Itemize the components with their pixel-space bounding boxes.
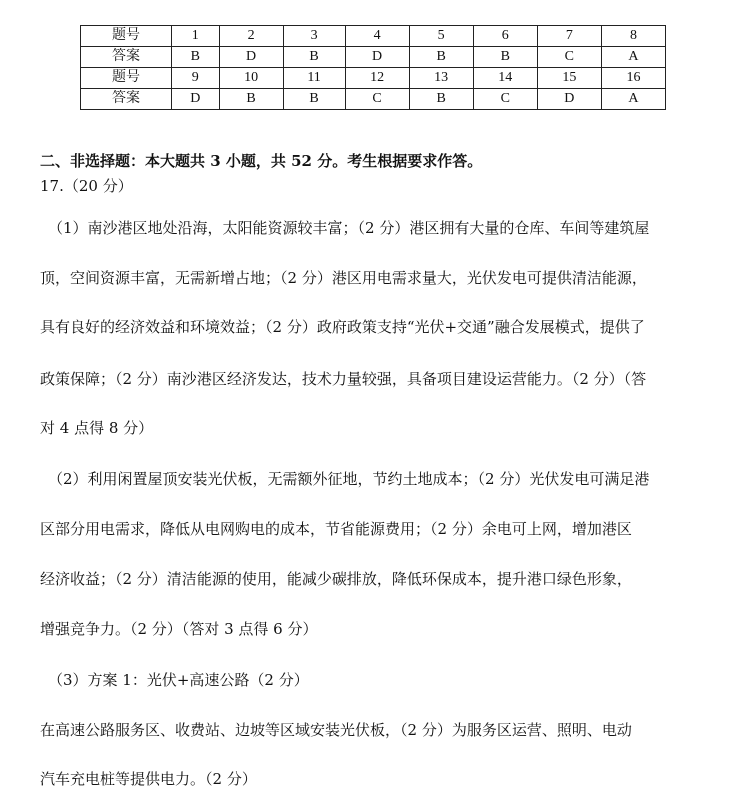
table-cell: B xyxy=(172,47,220,68)
table-cell: C xyxy=(345,89,409,110)
table-cell: 7 xyxy=(537,26,601,47)
table-cell: B xyxy=(283,89,345,110)
table-cell: 14 xyxy=(473,68,537,89)
row-label: 答案 xyxy=(81,47,172,68)
table-cell: C xyxy=(473,89,537,110)
table-cell: B xyxy=(473,47,537,68)
table-row xyxy=(81,89,666,110)
table-cell: D xyxy=(537,89,601,110)
answer-line: 对 4 点得 8 分） xyxy=(40,419,154,437)
answer-line: （3）方案 1：光伏+高速公路（2 分） xyxy=(48,671,309,689)
table-row xyxy=(81,26,666,47)
answer-line: （1）南沙港区地处沿海，太阳能资源较丰富；（2 分）港区拥有大量的仓库、车间等建筑屋 xyxy=(48,219,650,237)
table-cell: D xyxy=(345,47,409,68)
table-cell: 4 xyxy=(345,26,409,47)
table-cell: 1 xyxy=(172,26,220,47)
table-cell: D xyxy=(172,89,220,110)
answer-line: 增强竞争力。（2 分）（答对 3 点得 6 分） xyxy=(40,620,318,638)
row-label: 题号 xyxy=(81,68,172,89)
table-cell: B xyxy=(219,89,283,110)
table-cell: 11 xyxy=(283,68,345,89)
table-cell: A xyxy=(601,47,665,68)
table-cell: B xyxy=(283,47,345,68)
table-cell: C xyxy=(537,47,601,68)
table-cell: 15 xyxy=(537,68,601,89)
table-cell: B xyxy=(409,47,473,68)
table-cell: 8 xyxy=(601,26,665,47)
table-cell: 5 xyxy=(409,26,473,47)
row-label: 题号 xyxy=(81,26,172,47)
table-cell: D xyxy=(219,47,283,68)
question-number: 17.（20 分） xyxy=(40,177,133,195)
table-cell: 12 xyxy=(345,68,409,89)
answer-line: 汽车充电桩等提供电力。（2 分） xyxy=(40,770,257,788)
answer-line: 经济收益；（2 分）清洁能源的使用，能减少碳排放，降低环保成本，提升港口绿色形象， xyxy=(40,570,632,588)
table-cell: B xyxy=(409,89,473,110)
table-cell: 2 xyxy=(219,26,283,47)
table-cell: 6 xyxy=(473,26,537,47)
answer-line: 具有良好的经济效益和环境效益；（2 分）政府政策支持“光伏+交通”融合发展模式，提供了 xyxy=(40,318,645,336)
table-row xyxy=(81,47,666,68)
answer-line: 在高速公路服务区、收费站、边坡等区域安装光伏板，（2 分）为服务区运营、照明、电动 xyxy=(40,721,632,739)
table-cell: 16 xyxy=(601,68,665,89)
answer-line: 区部分用电需求，降低从电网购电的成本，节省能源费用；（2 分）余电可上网，增加港区 xyxy=(40,520,632,538)
table-row xyxy=(81,68,666,89)
row-label: 答案 xyxy=(81,89,172,110)
table-cell: 3 xyxy=(283,26,345,47)
table-cell: 10 xyxy=(219,68,283,89)
table-cell: 9 xyxy=(172,68,220,89)
answer-line: 顶，空间资源丰富，无需新增占地；（2 分）港区用电需求量大，光伏发电可提供清洁能源， xyxy=(40,269,647,287)
answer-line: 政策保障；（2 分）南沙港区经济发达，技术力量较强，具备项目建设运营能力。（2 分）（答 xyxy=(40,370,647,388)
table-cell: A xyxy=(601,89,665,110)
table-cell: 13 xyxy=(409,68,473,89)
section-heading: 二、非选择题：本大题共 3 小题，共 52 分。考生根据要求作答。 xyxy=(40,152,483,170)
answer-line: （2）利用闲置屋顶安装光伏板，无需额外征地，节约土地成本；（2 分）光伏发电可满足港 xyxy=(48,470,650,488)
answer-table xyxy=(80,25,666,110)
